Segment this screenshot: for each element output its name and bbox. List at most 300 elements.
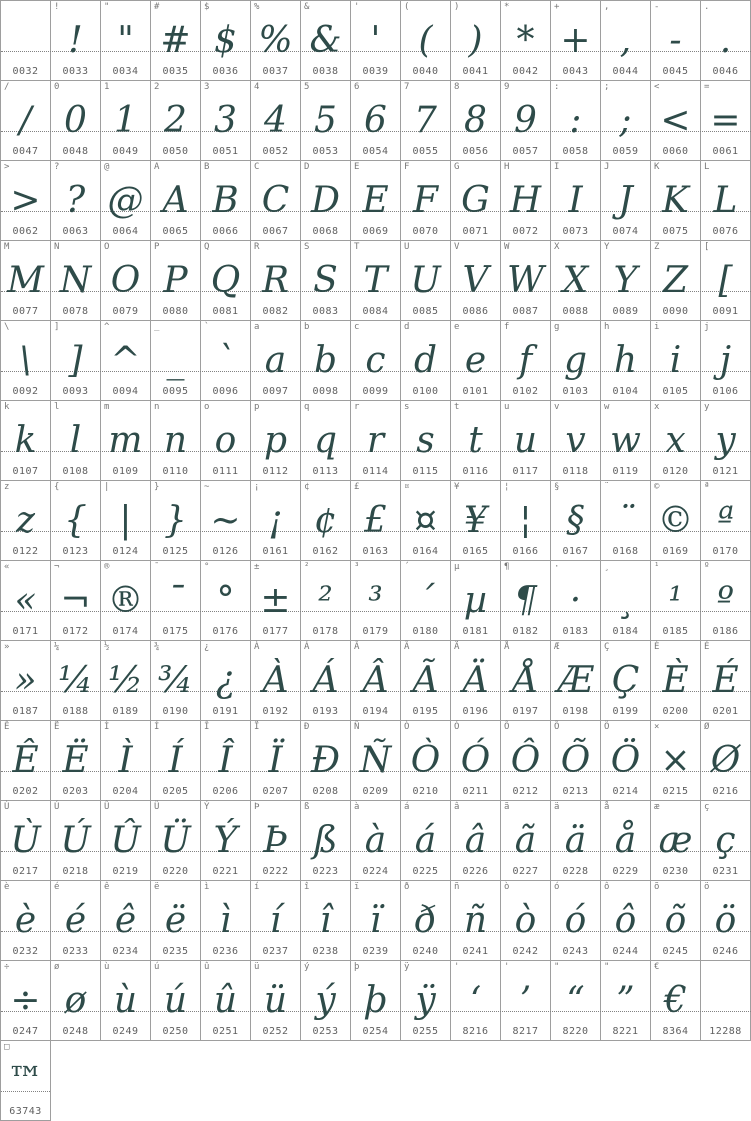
cell-reference-label: %	[254, 2, 260, 12]
cell-code: 0238	[312, 946, 339, 957]
cell-reference-label: #	[154, 2, 160, 12]
char-cell-0126	[201, 481, 251, 561]
char-cell-0235	[151, 881, 201, 961]
cell-reference-label: `	[204, 322, 210, 332]
char-cell-0180	[401, 561, 451, 641]
cell-code: 0242	[512, 946, 539, 957]
cell-reference-label: F	[404, 162, 410, 172]
cell-glyph: ~	[210, 500, 241, 541]
cell-reference-label: ò	[504, 882, 510, 892]
cell-reference-label: +	[554, 2, 560, 12]
cell-code: 0042	[512, 66, 539, 77]
cell-glyph: d	[413, 340, 438, 381]
cell-code: 0044	[612, 66, 639, 77]
cell-glyph: ´	[416, 580, 435, 621]
cell-reference-label: ¦	[504, 482, 510, 492]
cell-code: 0125	[162, 546, 189, 557]
cell-reference-label: {	[54, 482, 60, 492]
cell-reference-label: Ü	[154, 802, 160, 812]
char-cell-0109	[101, 401, 151, 481]
cell-reference-label: ©	[654, 482, 660, 492]
cell-reference-label: Á	[304, 642, 310, 652]
char-cell-0227	[501, 801, 551, 881]
cell-code: 0051	[212, 146, 239, 157]
char-cell-0080	[151, 241, 201, 321]
char-cell-0166	[501, 481, 551, 561]
char-cell-0082	[251, 241, 301, 321]
cell-code: 0231	[712, 866, 739, 877]
cell-glyph: !	[68, 20, 83, 61]
char-cell-0068	[301, 161, 351, 241]
cell-glyph: P	[163, 260, 188, 301]
cell-glyph: J	[618, 180, 633, 221]
cell-reference-label: ½	[104, 642, 110, 652]
char-cell-0123	[51, 481, 101, 561]
cell-code: 0110	[162, 466, 189, 477]
cell-reference-label: w	[604, 402, 610, 412]
cell-reference-label: ¹	[654, 562, 660, 572]
cell-glyph: î	[319, 900, 332, 941]
cell-reference-label: Æ	[554, 642, 560, 652]
char-cell-0047	[1, 81, 51, 161]
cell-reference-label: m	[104, 402, 110, 412]
cell-code: 0065	[162, 226, 189, 237]
cell-glyph: <	[660, 100, 691, 141]
cell-glyph: x	[665, 420, 686, 461]
cell-code: 0188	[62, 706, 89, 717]
cell-code: 0087	[512, 306, 539, 317]
char-cell-0174	[101, 561, 151, 641]
cell-glyph: ¨	[616, 500, 635, 541]
cell-code: 0033	[62, 66, 89, 77]
cell-glyph: Ã	[412, 660, 439, 701]
char-cell-0063	[51, 161, 101, 241]
char-cell-0207	[251, 721, 301, 801]
cell-glyph: ¡	[268, 500, 283, 541]
cell-glyph: "	[117, 20, 134, 61]
cell-code: 0090	[662, 306, 689, 317]
cell-reference-label: ;	[604, 82, 610, 92]
cell-code: 0254	[362, 1026, 389, 1037]
cell-reference-label: À	[254, 642, 260, 652]
char-cell-0196	[451, 641, 501, 721]
char-cell-0244	[601, 881, 651, 961]
cell-glyph: p	[263, 420, 288, 461]
cell-code: 0034	[112, 66, 139, 77]
char-cell-0058	[551, 81, 601, 161]
char-cell-0202	[1, 721, 51, 801]
cell-glyph: #	[160, 20, 191, 61]
char-cell-0089	[601, 241, 651, 321]
cell-glyph: R	[261, 260, 290, 301]
cell-glyph: k	[14, 420, 37, 461]
cell-glyph: ®	[107, 580, 144, 621]
cell-code: 0054	[362, 146, 389, 157]
cell-code: 0211	[462, 786, 489, 797]
cell-code: 0253	[312, 1026, 339, 1037]
cell-code: 0209	[362, 786, 389, 797]
cell-glyph: $	[214, 20, 237, 61]
cell-reference-label: k	[4, 402, 10, 412]
cell-glyph: ñ	[463, 900, 488, 941]
char-cell-0091	[701, 241, 751, 321]
char-cell-0036	[201, 1, 251, 81]
cell-glyph: Þ	[263, 820, 288, 861]
cell-glyph: û	[213, 980, 238, 1021]
char-cell-0108	[51, 401, 101, 481]
char-cell-0201	[701, 641, 751, 721]
cell-glyph: Z	[662, 260, 688, 301]
cell-code: 0078	[62, 306, 89, 317]
char-cell-0059	[601, 81, 651, 161]
cell-reference-label: ³	[354, 562, 360, 572]
char-cell-0119	[601, 401, 651, 481]
char-cell-0124	[101, 481, 151, 561]
char-cell-0243	[551, 881, 601, 961]
cell-code: 0162	[312, 546, 339, 557]
cell-glyph: Ú	[60, 820, 91, 861]
cell-glyph: ü	[263, 980, 288, 1021]
cell-reference-label: 9	[504, 82, 510, 92]
cell-reference-label: ¯	[154, 562, 160, 572]
cell-reference-label: 6	[354, 82, 360, 92]
cell-glyph: Í	[168, 740, 183, 781]
cell-glyph: D	[311, 180, 340, 221]
cell-glyph: Ó	[460, 740, 491, 781]
cell-code: 0045	[662, 66, 689, 77]
cell-reference-label: ±	[254, 562, 260, 572]
cell-code: 8217	[512, 1026, 539, 1037]
cell-code: 0240	[412, 946, 439, 957]
char-cell-0225	[401, 801, 451, 881]
cell-code: 0041	[462, 66, 489, 77]
cell-glyph: Æ	[557, 660, 594, 701]
cell-glyph: =	[710, 100, 741, 141]
cell-code: 0201	[712, 706, 739, 717]
char-cell-0183	[551, 561, 601, 641]
cell-code: 0217	[12, 866, 39, 877]
cell-code: 0091	[712, 306, 739, 317]
char-cell-0230	[651, 801, 701, 881]
char-cell-0172	[51, 561, 101, 641]
char-cell-0099	[351, 321, 401, 401]
cell-code: 0191	[212, 706, 239, 717]
cell-reference-label: f	[504, 322, 510, 332]
char-cell-0221	[201, 801, 251, 881]
cell-code: 0088	[562, 306, 589, 317]
cell-reference-label: X	[554, 242, 560, 252]
char-cell-0051	[201, 81, 251, 161]
char-row	[1, 961, 751, 1041]
cell-reference-label: J	[604, 162, 610, 172]
cell-code: 0082	[262, 306, 289, 317]
cell-glyph: Ù	[10, 820, 41, 861]
cell-code: 0245	[662, 946, 689, 957]
cell-reference-label: H	[504, 162, 510, 172]
cell-reference-label: -	[654, 2, 660, 12]
cell-reference-label: «	[4, 562, 10, 572]
cell-glyph: ö	[714, 900, 737, 941]
cell-reference-label: <	[654, 82, 660, 92]
cell-reference-label: Ë	[54, 722, 60, 732]
char-cell-0105	[651, 321, 701, 401]
char-row	[1, 881, 751, 961]
cell-glyph: ¥	[464, 500, 487, 541]
cell-glyph: Ë	[62, 740, 89, 781]
cell-code: 0165	[462, 546, 489, 557]
char-cell-8217	[501, 961, 551, 1041]
cell-reference-label: ¾	[154, 642, 160, 652]
cell-code: 0068	[312, 226, 339, 237]
cell-code: 0214	[612, 786, 639, 797]
char-cell-0061	[701, 81, 751, 161]
cell-code: 0184	[612, 626, 639, 637]
char-cell-0095	[151, 321, 201, 401]
cell-reference-label: h	[604, 322, 610, 332]
cell-reference-label: Ý	[204, 802, 210, 812]
cell-code: 0252	[262, 1026, 289, 1037]
cell-code: 0037	[262, 66, 289, 77]
cell-reference-label: 8	[454, 82, 460, 92]
char-cell-0179	[351, 561, 401, 641]
cell-code: 0218	[62, 866, 89, 877]
cell-glyph: ò	[514, 900, 537, 941]
cell-glyph: r	[366, 420, 385, 461]
cell-glyph: 3	[214, 100, 237, 141]
char-row	[1, 721, 751, 801]
cell-glyph: µ	[463, 580, 488, 621]
cell-code: 0053	[312, 146, 339, 157]
cell-glyph: ¦	[519, 500, 532, 541]
char-cell-0056	[451, 81, 501, 161]
cell-reference-label: *	[504, 2, 510, 12]
cell-glyph: ã	[514, 820, 537, 861]
char-cell-0186	[701, 561, 751, 641]
char-cell-0240	[401, 881, 451, 961]
cell-reference-label: Q	[204, 242, 210, 252]
cell-reference-label: U	[404, 242, 410, 252]
cell-glyph: ×	[660, 740, 691, 781]
char-cell-0103	[551, 321, 601, 401]
cell-reference-label: ^	[104, 322, 110, 332]
cell-glyph: ú	[163, 980, 188, 1021]
cell-code: 0093	[62, 386, 89, 397]
cell-glyph: j	[719, 340, 732, 381]
cell-code: 0092	[12, 386, 39, 397]
cell-glyph: o	[214, 420, 237, 461]
cell-reference-label: 0	[54, 82, 60, 92]
cell-glyph: ¶	[514, 580, 537, 621]
cell-reference-label: '	[454, 962, 460, 972]
cell-reference-label: Ö	[604, 722, 610, 732]
cell-code: 0103	[562, 386, 589, 397]
cell-code: 0239	[362, 946, 389, 957]
cell-code: 0039	[362, 66, 389, 77]
cell-glyph: Î	[218, 740, 233, 781]
cell-glyph: l	[69, 420, 82, 461]
cell-glyph: Q	[210, 260, 241, 301]
char-cell-0219	[101, 801, 151, 881]
cell-code: 0061	[712, 146, 739, 157]
char-cell-0214	[601, 721, 651, 801]
cell-code: 0169	[662, 546, 689, 557]
cell-glyph: «	[14, 580, 37, 621]
cell-glyph: ï	[369, 900, 382, 941]
cell-code: 0079	[112, 306, 139, 317]
char-cell-0218	[51, 801, 101, 881]
cell-code: 0199	[612, 706, 639, 717]
cell-reference-label: ì	[204, 882, 210, 892]
char-cell-0049	[101, 81, 151, 161]
cell-code: 0069	[362, 226, 389, 237]
char-row	[1, 81, 751, 161]
cell-reference-label: °	[204, 562, 210, 572]
char-row	[1, 561, 751, 641]
cell-reference-label: "	[554, 962, 560, 972]
cell-glyph: V	[462, 260, 489, 301]
cell-reference-label: º	[704, 562, 710, 572]
cell-reference-label: l	[54, 402, 60, 412]
char-cell-0120	[651, 401, 701, 481]
char-cell-0117	[501, 401, 551, 481]
cell-glyph: z	[16, 500, 35, 541]
char-cell-0189	[101, 641, 151, 721]
cell-reference-label: ¢	[304, 482, 310, 492]
cell-glyph: +	[560, 20, 591, 61]
cell-glyph: ]	[68, 340, 83, 381]
cell-glyph: *	[516, 20, 535, 61]
char-cell-0182	[501, 561, 551, 641]
cell-code: 0124	[112, 546, 139, 557]
cell-code: 0083	[312, 306, 339, 317]
cell-reference-label: §	[554, 482, 560, 492]
cell-glyph: e	[464, 340, 487, 381]
char-cell-0074	[601, 161, 651, 241]
cell-code: 0212	[512, 786, 539, 797]
cell-code: 0164	[412, 546, 439, 557]
cell-reference-label: s	[404, 402, 410, 412]
cell-code: 0171	[12, 626, 39, 637]
cell-reference-label: ð	[404, 882, 410, 892]
cell-reference-label: c	[354, 322, 360, 332]
cell-reference-label: &	[304, 2, 310, 12]
char-cell-0200	[651, 641, 701, 721]
cell-reference-label: ü	[254, 962, 260, 972]
cell-code: 0196	[462, 706, 489, 717]
cell-glyph: æ	[658, 820, 693, 861]
cell-reference-label: Ù	[4, 802, 10, 812]
cell-code: 0251	[212, 1026, 239, 1037]
cell-glyph: -	[669, 20, 682, 61]
char-cell-0066	[201, 161, 251, 241]
char-cell-0107	[1, 401, 51, 481]
cell-code: 0237	[262, 946, 289, 957]
cell-reference-label: r	[354, 402, 360, 412]
char-cell-0163	[351, 481, 401, 561]
cell-code: 0190	[162, 706, 189, 717]
cell-code: 0048	[62, 146, 89, 157]
cell-reference-label: 7	[404, 82, 410, 92]
cell-glyph: Ä	[462, 660, 489, 701]
char-cell-0048	[51, 81, 101, 161]
cell-reference-label: )	[454, 2, 460, 12]
cell-glyph: C	[261, 180, 290, 221]
char-row	[1, 401, 751, 481]
cell-reference-label: ú	[154, 962, 160, 972]
cell-reference-label: ¨	[604, 482, 610, 492]
cell-glyph: ™	[7, 1060, 44, 1101]
cell-reference-label: O	[104, 242, 110, 252]
cell-glyph: a	[264, 340, 287, 381]
cell-glyph: 5	[314, 100, 337, 141]
cell-reference-label: /	[4, 82, 10, 92]
cell-code: 0187	[12, 706, 39, 717]
char-cell-0194	[351, 641, 401, 721]
cell-reference-label: V	[454, 242, 460, 252]
char-cell-0187	[1, 641, 51, 721]
cell-code: 0070	[412, 226, 439, 237]
cell-reference-label: '	[354, 2, 360, 12]
cell-reference-label: ¸	[604, 562, 610, 572]
char-cell-0242	[501, 881, 551, 961]
cell-code: 0186	[712, 626, 739, 637]
cell-reference-label: Ú	[54, 802, 60, 812]
char-cell-0222	[251, 801, 301, 881]
cell-code: 0224	[362, 866, 389, 877]
char-row	[1, 161, 751, 241]
cell-reference-label: P	[154, 242, 160, 252]
cell-glyph: 0	[64, 100, 87, 141]
char-cell-0050	[151, 81, 201, 161]
cell-code: 0056	[462, 146, 489, 157]
cell-code: 0097	[262, 386, 289, 397]
cell-glyph: m	[108, 420, 143, 461]
cell-code: 0095	[162, 386, 189, 397]
cell-reference-label: î	[304, 882, 310, 892]
cell-reference-label: \	[4, 322, 10, 332]
cell-reference-label: ¬	[54, 562, 60, 572]
char-cell-0085	[401, 241, 451, 321]
char-cell-0045	[651, 1, 701, 81]
char-cell-0067	[251, 161, 301, 241]
cell-reference-label: Õ	[554, 722, 560, 732]
cell-code: 0040	[412, 66, 439, 77]
char-cell-0079	[101, 241, 151, 321]
cell-code: 0081	[212, 306, 239, 317]
cell-code: 0213	[562, 786, 589, 797]
char-cell-0102	[501, 321, 551, 401]
char-cell-0190	[151, 641, 201, 721]
char-cell-0076	[701, 161, 751, 241]
char-cell-0237	[251, 881, 301, 961]
cell-code: 0101	[462, 386, 489, 397]
cell-glyph: Å	[512, 660, 539, 701]
cell-reference-label: B	[204, 162, 210, 172]
cell-code: 0104	[612, 386, 639, 397]
cell-glyph: h	[613, 340, 638, 381]
cell-reference-label: v	[554, 402, 560, 412]
cell-code: 0215	[662, 786, 689, 797]
cell-code: 0098	[312, 386, 339, 397]
char-cell-63743	[1, 1041, 51, 1121]
cell-code: 0219	[112, 866, 139, 877]
cell-glyph: ;	[619, 100, 632, 141]
cell-reference-label: ~	[204, 482, 210, 492]
cell-code: 0076	[712, 226, 739, 237]
cell-glyph: í	[269, 900, 282, 941]
cell-reference-label: Ï	[254, 722, 260, 732]
cell-code: 0072	[512, 226, 539, 237]
